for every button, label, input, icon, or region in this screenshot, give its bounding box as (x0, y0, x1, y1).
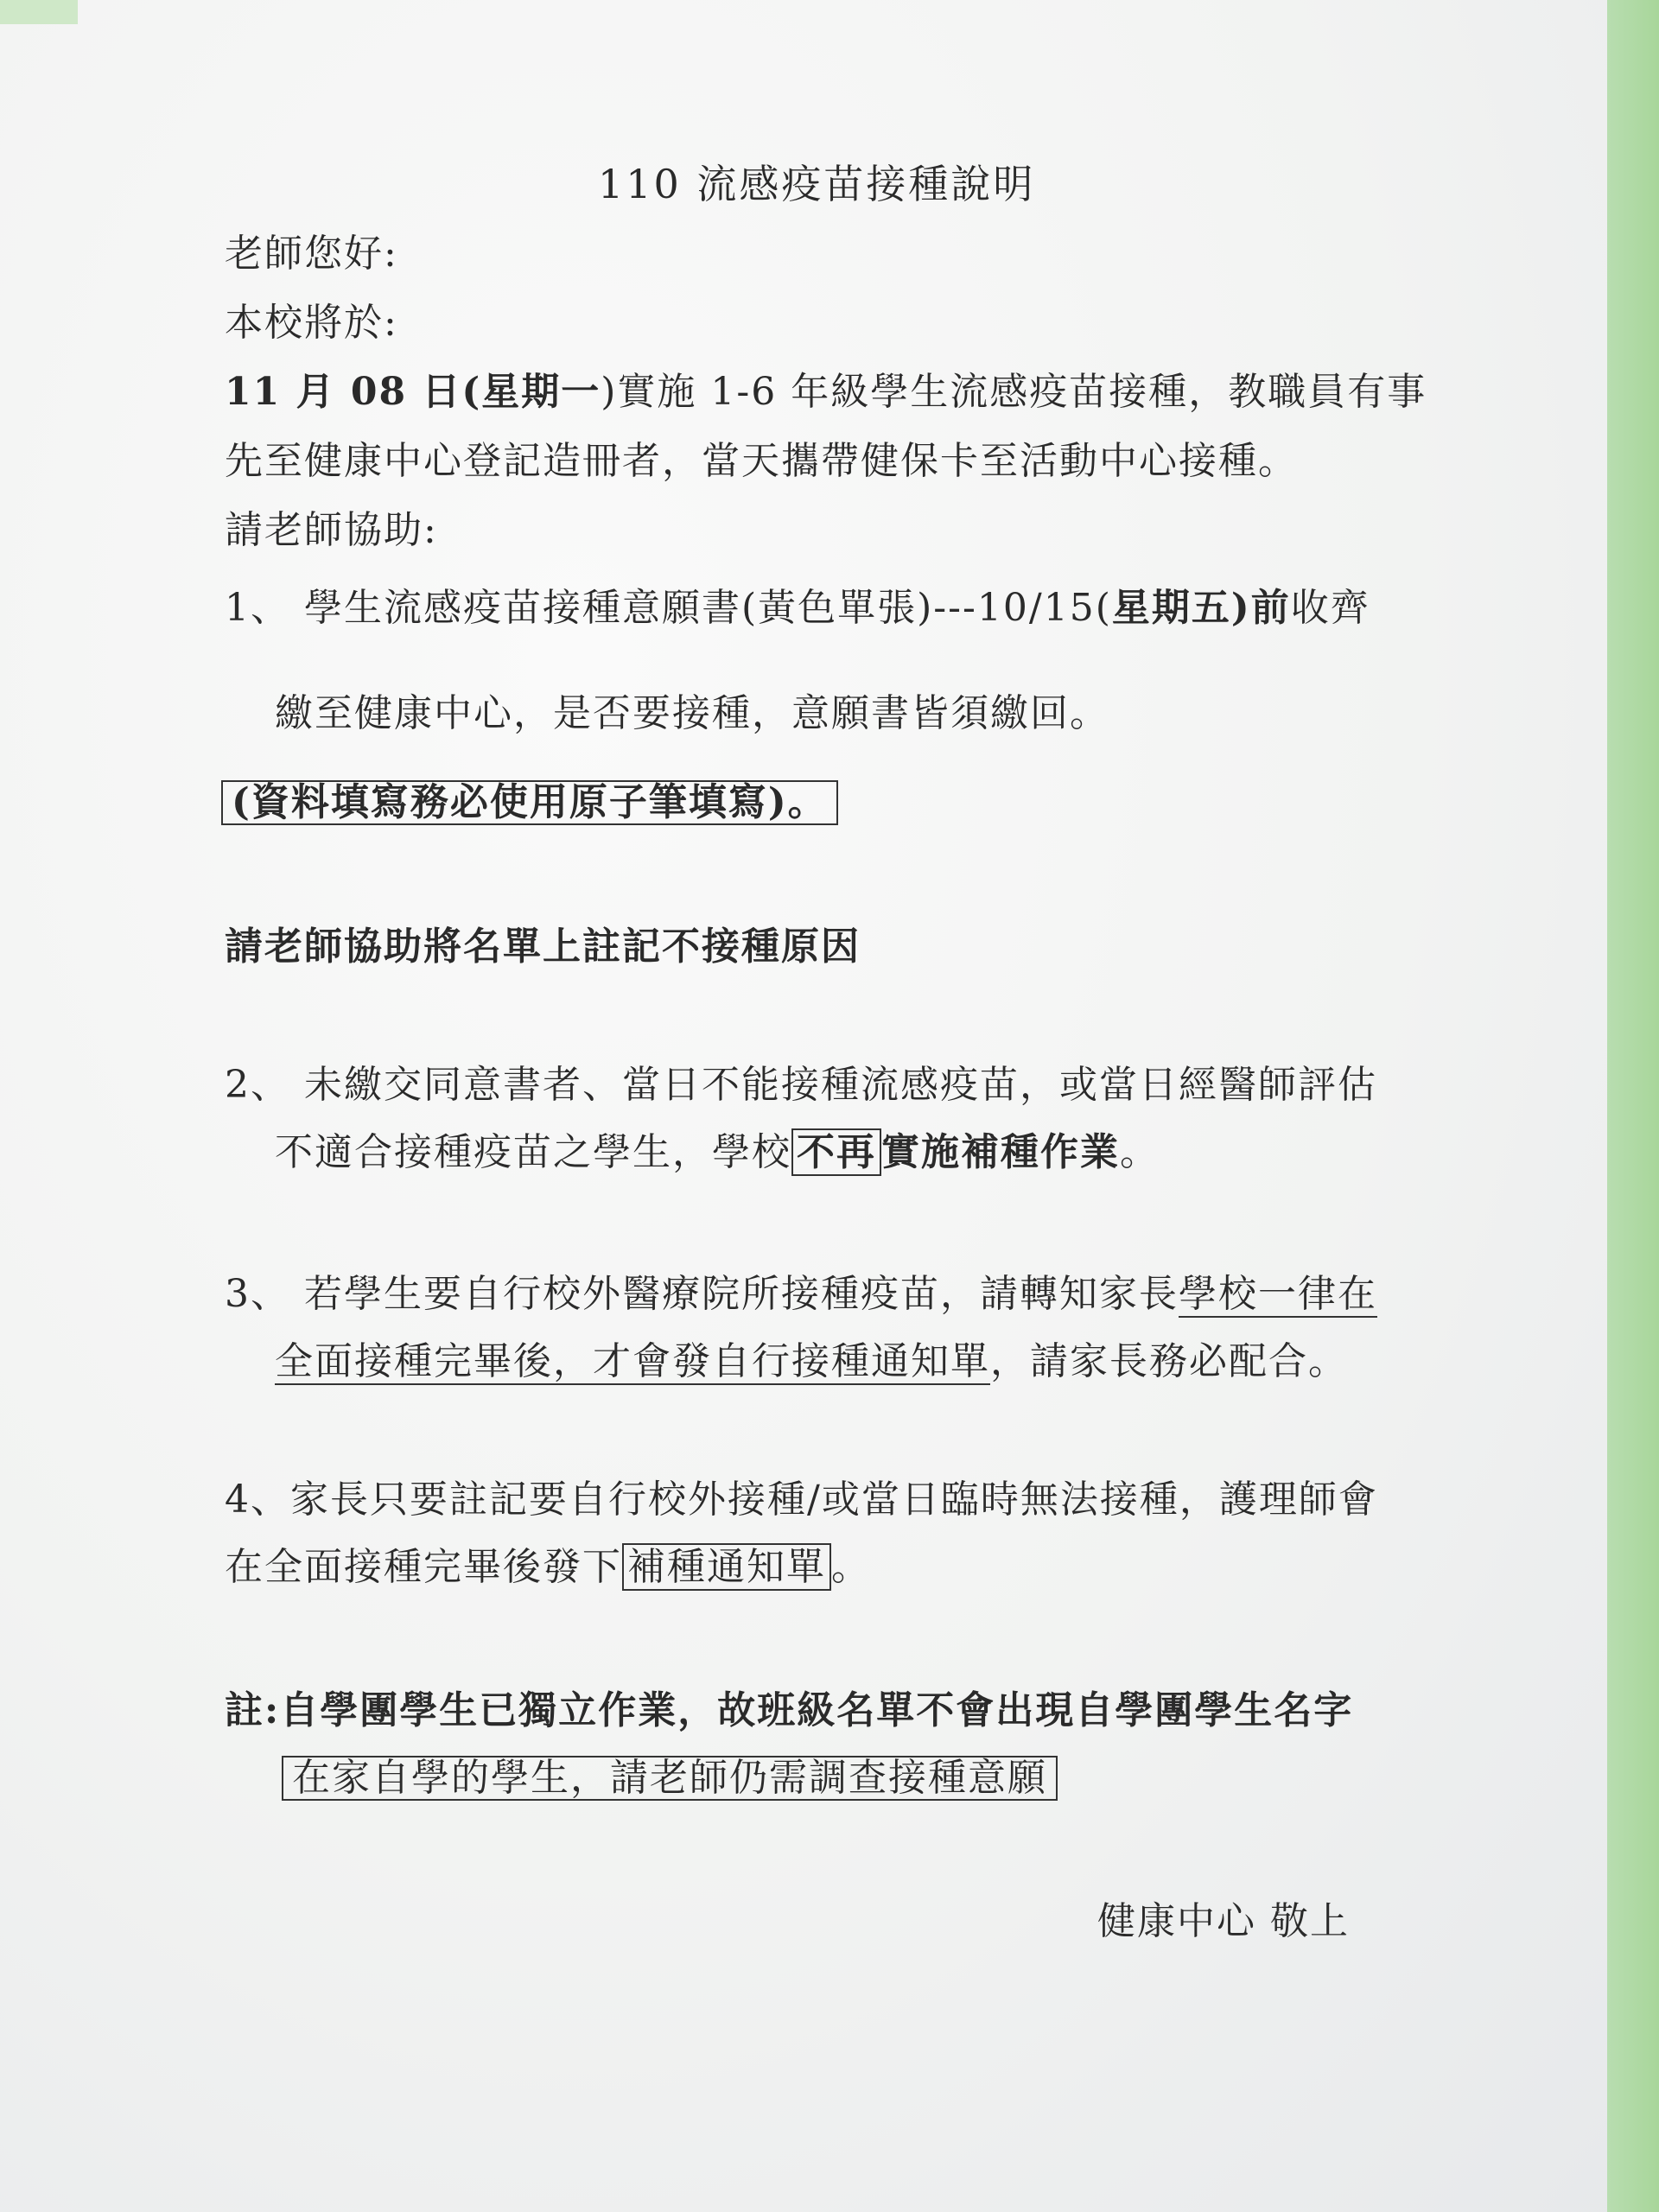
makeup-notice-box: 補種通知單 (622, 1543, 831, 1591)
item2-line2 (275, 1132, 1160, 1173)
item1-part-a: 1、 學生流感疫苗接種意願書(黃色單張)---10/15( (225, 586, 1112, 630)
date-text: 11 月 08 日( (225, 370, 482, 414)
paragraph1-line1 (225, 372, 1427, 413)
note-line2-box: 在家自學的學生，請老師仍需調查接種意願 (282, 1756, 1058, 1801)
item3-part-b: ，請家長務必配合。 (990, 1339, 1348, 1383)
paragraph1-rest: )實施 1-6 年級學生流感疫苗接種，教職員有事 (601, 370, 1427, 414)
assist-heading: 請老師協助: (225, 508, 438, 552)
green-corner (0, 0, 78, 24)
item4-part-a: 在全面接種完畢後發下 (225, 1545, 622, 1589)
item1-line1 (225, 588, 1370, 629)
item1-deadline: 星期五)前 (1111, 586, 1291, 630)
item3-part-a: 3、 若學生要自行校外醫療院所接種疫苗，請轉知家長 (225, 1272, 1179, 1316)
document-title: 110 流感疫苗接種說明 (598, 161, 1036, 207)
item4-line2 (225, 1547, 871, 1588)
paragraph1-line2: 先至健康中心登記造冊者，當天攜帶健保卡至活動中心接種。 (225, 439, 1298, 483)
item4-end: 。 (831, 1545, 871, 1589)
item4-line1: 4、家長只要註記要自行校外接種/或當日臨時無法接種，護理師會 (225, 1478, 1378, 1522)
green-tape (1607, 0, 1659, 2212)
reason-note: 請老師協助將名單上註記不接種原因 (225, 925, 861, 969)
greeting: 老師您好: (225, 232, 398, 276)
pen-note-box: (資料填寫務必使用原子筆填寫)。 (221, 780, 838, 825)
item2-part-b: 實施補種作業 (881, 1130, 1120, 1174)
item1-part-c: 收齊 (1290, 586, 1370, 630)
item3-underline2: 全面接種完畢後，才會發自行接種通知單 (275, 1339, 990, 1383)
item3-line2 (275, 1341, 1348, 1382)
no-makeup-box: 不再 (791, 1128, 881, 1176)
signature: 健康中心 敬上 (1097, 1899, 1350, 1943)
item2-line1: 2、 未繳交同意書者、當日不能接種流感疫苗，或當日經醫師評估 (225, 1063, 1377, 1107)
item3-line1 (225, 1274, 1377, 1315)
intro-line: 本校將於: (225, 301, 398, 345)
item2-end: 。 (1120, 1130, 1160, 1174)
item1-line2: 繳至健康中心，是否要接種，意願書皆須繳回。 (275, 691, 1109, 735)
item3-underline1: 學校一律在 (1178, 1272, 1377, 1316)
item2-part-a: 不適合接種疫苗之學生，學校 (275, 1130, 791, 1174)
weekday-text: 星期一 (481, 370, 601, 414)
note-line1: 註:自學團學生已獨立作業，故班級名單不會出現自學團學生名字 (225, 1688, 1354, 1732)
